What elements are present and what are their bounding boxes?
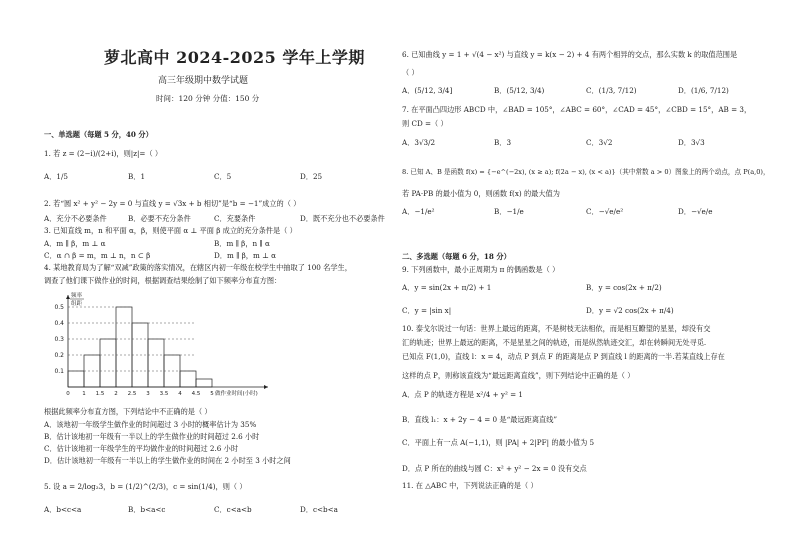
x-tick-label: 4.5 <box>191 391 201 397</box>
q10-line2: 汇的轨迹；世界上最远的距离，不是星星之间的轨迹，而是纵然轨迹交汇，却在转瞬间无处寻觅. <box>402 338 707 347</box>
q10-option-d: D．点 P 所在的曲线与圆 C：x² + y² − 2x = 0 没有交点 <box>402 464 587 473</box>
q5-option-d: D．c<b<a <box>300 505 338 514</box>
q8-option-d: D．−√e/e <box>678 207 713 216</box>
q7-option-b: B．3 <box>494 138 512 147</box>
q9-option-b: B．y = cos(2x + π/2) <box>586 283 662 292</box>
q9-option-c: C．y = |sin x| <box>402 306 452 315</box>
q1-option-b: B．1 <box>128 172 146 181</box>
x-tick-label: 0 <box>66 391 70 397</box>
q10-option-b: B．直线 l₁：x + 2y − 4 = 0 是“最远距离直线” <box>402 415 558 424</box>
q3-option-d: D．m ∥ β，m ⊥ α <box>214 251 276 260</box>
q8-option-a: A．−1/e² <box>402 207 435 216</box>
section-multi-choice: 二、多选题（每题 6 分，18 分） <box>402 252 511 261</box>
q10-option-a: A．点 P 的轨迹方程是 x²/4 + y² = 1 <box>402 390 524 399</box>
q2-option-c: C．充要条件 <box>214 214 256 223</box>
q6-option-a: A．(5/12, 3/4] <box>402 86 453 95</box>
q5-option-c: C．c<a<b <box>214 505 252 514</box>
q1-option-d: D．25 <box>300 172 323 181</box>
y-axis-arrow <box>66 295 70 299</box>
q7-option-d: D．3√3 <box>678 138 705 147</box>
q3-option-c: C．α ∩ β = m，m ⊥ n，n ⊂ β <box>44 251 151 260</box>
histogram-bar <box>180 371 196 387</box>
x-tick-label: 4 <box>178 391 182 397</box>
q2-option-a: A．充分不必要条件 <box>44 214 107 223</box>
q8-stem: 8. 已知 A、B 是函数 f(x) = {−e^(−2x), (x ≥ a); f(2a − x), (x < a)}（其中常数 a > 0）图象上的两个动点，点 P(a,0)， <box>402 168 770 176</box>
q4-stem-line1: 4. 某地教育局为了解“双减”政策的落实情况，在辖区内初一年级在校学生中抽取了 100 名学生， <box>44 263 352 272</box>
q2-option-b: B．必要不充分条件 <box>128 214 191 223</box>
q9-stem: 9. 下列函数中，最小正周期为 π 的偶函数是（ ） <box>402 265 560 274</box>
q7-option-a: A．3√3/2 <box>402 138 436 147</box>
histogram-bar <box>116 307 132 387</box>
x-tick-label: 1.5 <box>95 391 105 397</box>
q7-stem: 7. 在平面凸四边形 ABCD 中，∠BAD = 105°，∠ABC = 60°，∠CAD = 45°，∠CBD = 15°，AB = 3， <box>402 105 752 114</box>
x-axis-arrow <box>264 385 268 389</box>
q6-option-d: D．(1/6, 7/12) <box>678 86 729 95</box>
y-tick-label: 0.1 <box>54 368 64 375</box>
q8-option-b: B．−1/e <box>494 207 524 216</box>
histogram-bar <box>148 339 164 387</box>
q10-line4: 这样的点 P，则称该直线为“最远距离直线”，则下列结论中正确的是（ ） <box>402 371 635 380</box>
exam-title: 萝北高中 2024-2025 学年上学期 <box>104 48 365 67</box>
q5-option-a: A．b<c<a <box>44 505 82 514</box>
x-tick-label: 2.5 <box>127 391 137 397</box>
q2-stem: 2. 若“圆 x² + y² − 2y = 0 与直线 y = √3x + b 相切”是“b = −1”成立的（ ） <box>44 199 301 208</box>
y-axis-label: 频率 <box>71 293 83 299</box>
exam-subtitle: 高三年级期中数学试题 <box>158 76 249 86</box>
histogram-bar <box>68 371 84 387</box>
q5-option-b: B．b<a<c <box>128 505 166 514</box>
q10-option-c: C．平面上有一点 A(−1,1)，则 |PA| + 2|PF| 的最小值为 5 <box>402 438 595 447</box>
q5-stem: 5. 设 a = 2/log₂3，b = (1/2)^(2/3)，c = sin(1/4)，则（ ） <box>44 482 247 491</box>
q7-stem-2: 则 CD =（ ） <box>402 119 448 128</box>
q4-option-d: D．估计该地初一年级有一半以上的学生做作业的时间在 2 小时至 3 小时之间 <box>44 456 291 465</box>
q4-stem-line2: 调查了他们课下做作业的时间，根据调查结果绘制了如下频率分布直方图： <box>44 276 282 285</box>
y-tick-label: 0.5 <box>54 304 64 311</box>
q9-option-d: D．y = √2 cos(2x + π/4) <box>586 306 674 315</box>
q1-option-c: C．5 <box>214 172 232 181</box>
y-tick-label: 0.3 <box>54 336 64 343</box>
histogram-bar <box>100 339 116 387</box>
q4-option-c: C．估计该地初一年级学生的平均做作业的时间超过 2.6 小时 <box>44 444 239 453</box>
q2-option-d: D．既不充分也不必要条件 <box>300 214 385 223</box>
q6-option-b: B．(5/12, 3/4) <box>494 86 545 95</box>
q9-option-a: A．y = sin(2x + π/2) + 1 <box>402 283 492 292</box>
q10-line3: 已知点 F(1,0)，直线 l：x = 4，动点 P 到点 F 的距离是点 P 到直线 l 的距离的一半.若某直线上存在 <box>402 352 725 361</box>
q4-question: 根据此频率分布直方图，下列结论中不正确的是（ ） <box>44 407 212 416</box>
exam-meta: 时间：120 分钟 分值：150 分 <box>156 94 260 103</box>
q8-stem-2: 若 PA·PB 的最小值为 0，则函数 f(x) 的最大值为 <box>402 189 560 198</box>
x-tick-label: 5 <box>210 391 214 397</box>
q8-option-c: C．−√e/e² <box>586 207 624 216</box>
x-tick-label: 3 <box>146 391 150 397</box>
q6-blank: （ ） <box>402 68 419 77</box>
q4-option-b: B．估计该地初一年级有一半以上的学生做作业的时间超过 2.6 小时 <box>44 432 260 441</box>
y-tick-label: 0.4 <box>54 320 64 327</box>
x-tick-label: 1 <box>82 391 86 397</box>
q3-stem: 3. 已知直线 m，n 和平面 α，β，则使平面 α ⊥ 平面 β 成立的充分条件是（ ） <box>44 226 297 235</box>
q1-stem: 1. 若 z = (2−i)/(2+i)，则|z|=（ ） <box>44 149 163 158</box>
q6-option-c: C．(1/3, 7/12) <box>586 86 637 95</box>
y-tick-label: 0.2 <box>54 352 64 359</box>
section-single-choice: 一、单选题（每题 5 分，40 分） <box>44 130 153 139</box>
frequency-histogram <box>38 289 298 404</box>
x-axis-label: 做作业时间(小时) <box>215 391 258 397</box>
q11-stem: 11. 在 △ABC 中，下列说法正确的是（ ） <box>402 481 538 490</box>
x-tick-label: 2 <box>114 391 118 397</box>
q3-option-a: A．m ∥ β，m ⊥ α <box>44 239 106 248</box>
q7-option-c: C．3√2 <box>586 138 613 147</box>
q3-option-b: B．m ∥ β，n ∥ α <box>214 239 270 248</box>
q1-option-a: A．1/5 <box>44 172 68 181</box>
x-tick-label: 3.5 <box>159 391 169 397</box>
y-axis-label-denominator: 组距 <box>71 301 83 307</box>
q10-line1: 10. 泰戈尔说过一句话：世界上最远的距离，不是树枝无法相依，而是相互瞭望的星星，却没有交 <box>402 324 711 333</box>
q6-stem: 6. 已知曲线 y = 1 + √(4 − x²) 与直线 y = k(x − 2) + 4 有两个相异的交点，那么实数 k 的取值范围是 <box>402 50 738 59</box>
histogram-bar <box>196 379 212 387</box>
q4-option-a: A．该地初一年级学生做作业的时间超过 3 小时的概率估计为 35% <box>44 420 257 429</box>
